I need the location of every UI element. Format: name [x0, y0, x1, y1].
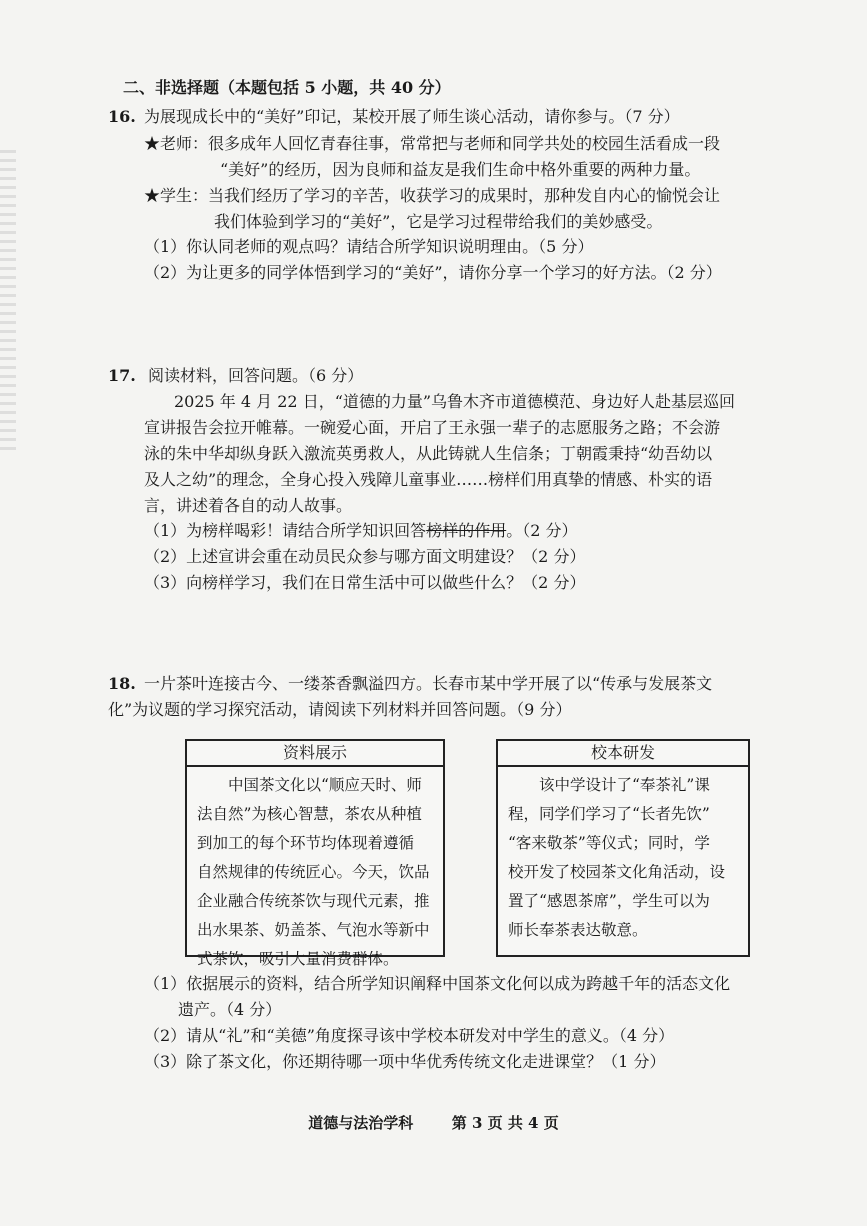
- question-16-number: 16.: [108, 107, 136, 126]
- box-left-line: 出水果茶、奶盖茶、气泡水等新中: [197, 921, 430, 939]
- box-right-line: 校开发了校园茶文化角活动，设: [508, 863, 726, 881]
- q16-student-line-2: 我们体验到学习的“美好”，它是学习过程带给我们的美妙感受。: [214, 212, 663, 231]
- q18-subquestion-1-line-2: 遗产。（4 分）: [178, 1000, 282, 1019]
- q18-subquestion-1-line-1: （1）依据展示的资料，结合所学知识阐释中国茶文化何以成为跨越千年的活态文化: [144, 974, 731, 993]
- q17-material-line-5: 言，讲述着各自的动人故事。: [144, 496, 353, 515]
- box-right-line: 师长奉茶表达敬意。: [508, 921, 648, 939]
- box-right-line: “客来敬茶”等仪式；同时，学: [508, 834, 710, 852]
- q16-subquestion-1: （1）你认同老师的观点吗？请结合所学知识说明理由。（5 分）: [144, 237, 594, 256]
- q16-teacher-line-2: “美好”的经历，因为良师和益友是我们生命中格外重要的两种力量。: [220, 160, 701, 179]
- footer-page-number: 第 3 页 共 4 页: [451, 1114, 559, 1132]
- box-left-line: 法自然”为核心智慧，茶农从种植: [197, 805, 422, 823]
- material-box-left: [185, 739, 445, 968]
- material-box-right-title: 校本研发: [498, 741, 748, 767]
- box-left-line: 式茶饮，吸引大量消费群体。: [197, 950, 399, 968]
- q18-subquestion-2: （2）请从“礼”和“美德”角度探寻该中学校本研发对中学生的意义。（4 分）: [144, 1026, 675, 1045]
- section-heading: 二、非选择题（本题包括 5 小题，共 40 分）: [123, 78, 451, 97]
- box-left-line: 到加工的每个环节均体现着遵循: [197, 834, 415, 852]
- material-box-right: [496, 739, 750, 957]
- question-17-stem: 阅读材料，回答问题。（6 分）: [148, 366, 364, 385]
- box-left-line: 自然规律的传统匠心。今天，饮品: [197, 863, 430, 881]
- q17-material-line-4: 及人之幼”的理念，全身心投入残障儿童事业……榜样们用真挚的情感、朴实的语: [144, 470, 713, 489]
- box-right-line: 该中学设计了“奉茶礼”课: [508, 776, 710, 794]
- q18-stem-line-2: 化”为议题的学习探究活动，请阅读下列材料并回答问题。（9 分）: [108, 700, 572, 719]
- q16-subquestion-2: （2）为让更多的同学体悟到学习的“美好”，请你分享一个学习的好方法。（2 分）: [144, 263, 722, 282]
- q17-material-line-1: 2025 年 4 月 22 日，“道德的力量”乌鲁木齐市道德模范、身边好人赴基层巡回: [174, 392, 736, 411]
- footer-subject: 道德与法治学科: [308, 1114, 414, 1132]
- box-left-line: 中国茶文化以“顺应天时、师: [197, 776, 422, 794]
- question-17-number: 17.: [108, 366, 136, 385]
- q18-stem-line-1: 一片茶叶连接古今、一缕茶香飘溢四方。长春市某中学开展了以“传承与发展茶文: [144, 674, 713, 693]
- material-box-right-body: [498, 767, 748, 945]
- box-right-line: 置了“感恩茶席”，学生可以为: [508, 892, 710, 910]
- question-16-stem: 为展现成长中的“美好”印记，某校开展了师生谈心活动，请你参与。（7 分）: [144, 107, 680, 126]
- material-box-left-body: [187, 767, 443, 974]
- q17-material-line-3: 泳的朱中华却纵身跃入激流英勇救人，从此铸就人生信条；丁朝霞秉持“幼吾幼以: [144, 444, 713, 463]
- q16-student-line-1: ★学生：当我们经历了学习的辛苦，收获学习的成果时，那种发自内心的愉悦会让: [144, 186, 721, 205]
- q18-subquestion-3: （3）除了茶文化，你还期待哪一项中华优秀传统文化走进课堂？（1 分）: [144, 1052, 666, 1071]
- box-left-line: 企业融合传统茶饮与现代元素，推: [197, 892, 430, 910]
- scan-edge-artifact: [0, 150, 16, 450]
- q17-sub1-prefix: （1）为榜样喝彩！请结合所学知识回答: [144, 521, 427, 540]
- q17-subquestion-3: （3）向榜样学习，我们在日常生活中可以做些什么？（2 分）: [144, 573, 586, 592]
- q17-sub1-suffix: 。（2 分）: [506, 521, 578, 540]
- q17-subquestion-2: （2）上述宣讲会重在动员民众参与哪方面文明建设？（2 分）: [144, 547, 586, 566]
- q17-sub1-struck-text: 榜样的作用: [426, 521, 507, 540]
- q17-material-line-2: 宣讲报告会拉开帷幕。一碗爱心面，开启了王永强一辈子的志愿服务之路；不会游: [144, 418, 721, 437]
- q17-subquestion-1: [144, 520, 577, 542]
- question-18-number: 18.: [108, 674, 136, 693]
- material-box-left-title: 资料展示: [187, 741, 443, 767]
- page-footer: [0, 1113, 867, 1133]
- box-right-line: 程，同学们学习了“长者先饮”: [508, 805, 710, 823]
- q16-teacher-line-1: ★老师：很多成年人回忆青春往事，常常把与老师和同学共处的校园生活看成一段: [144, 134, 721, 153]
